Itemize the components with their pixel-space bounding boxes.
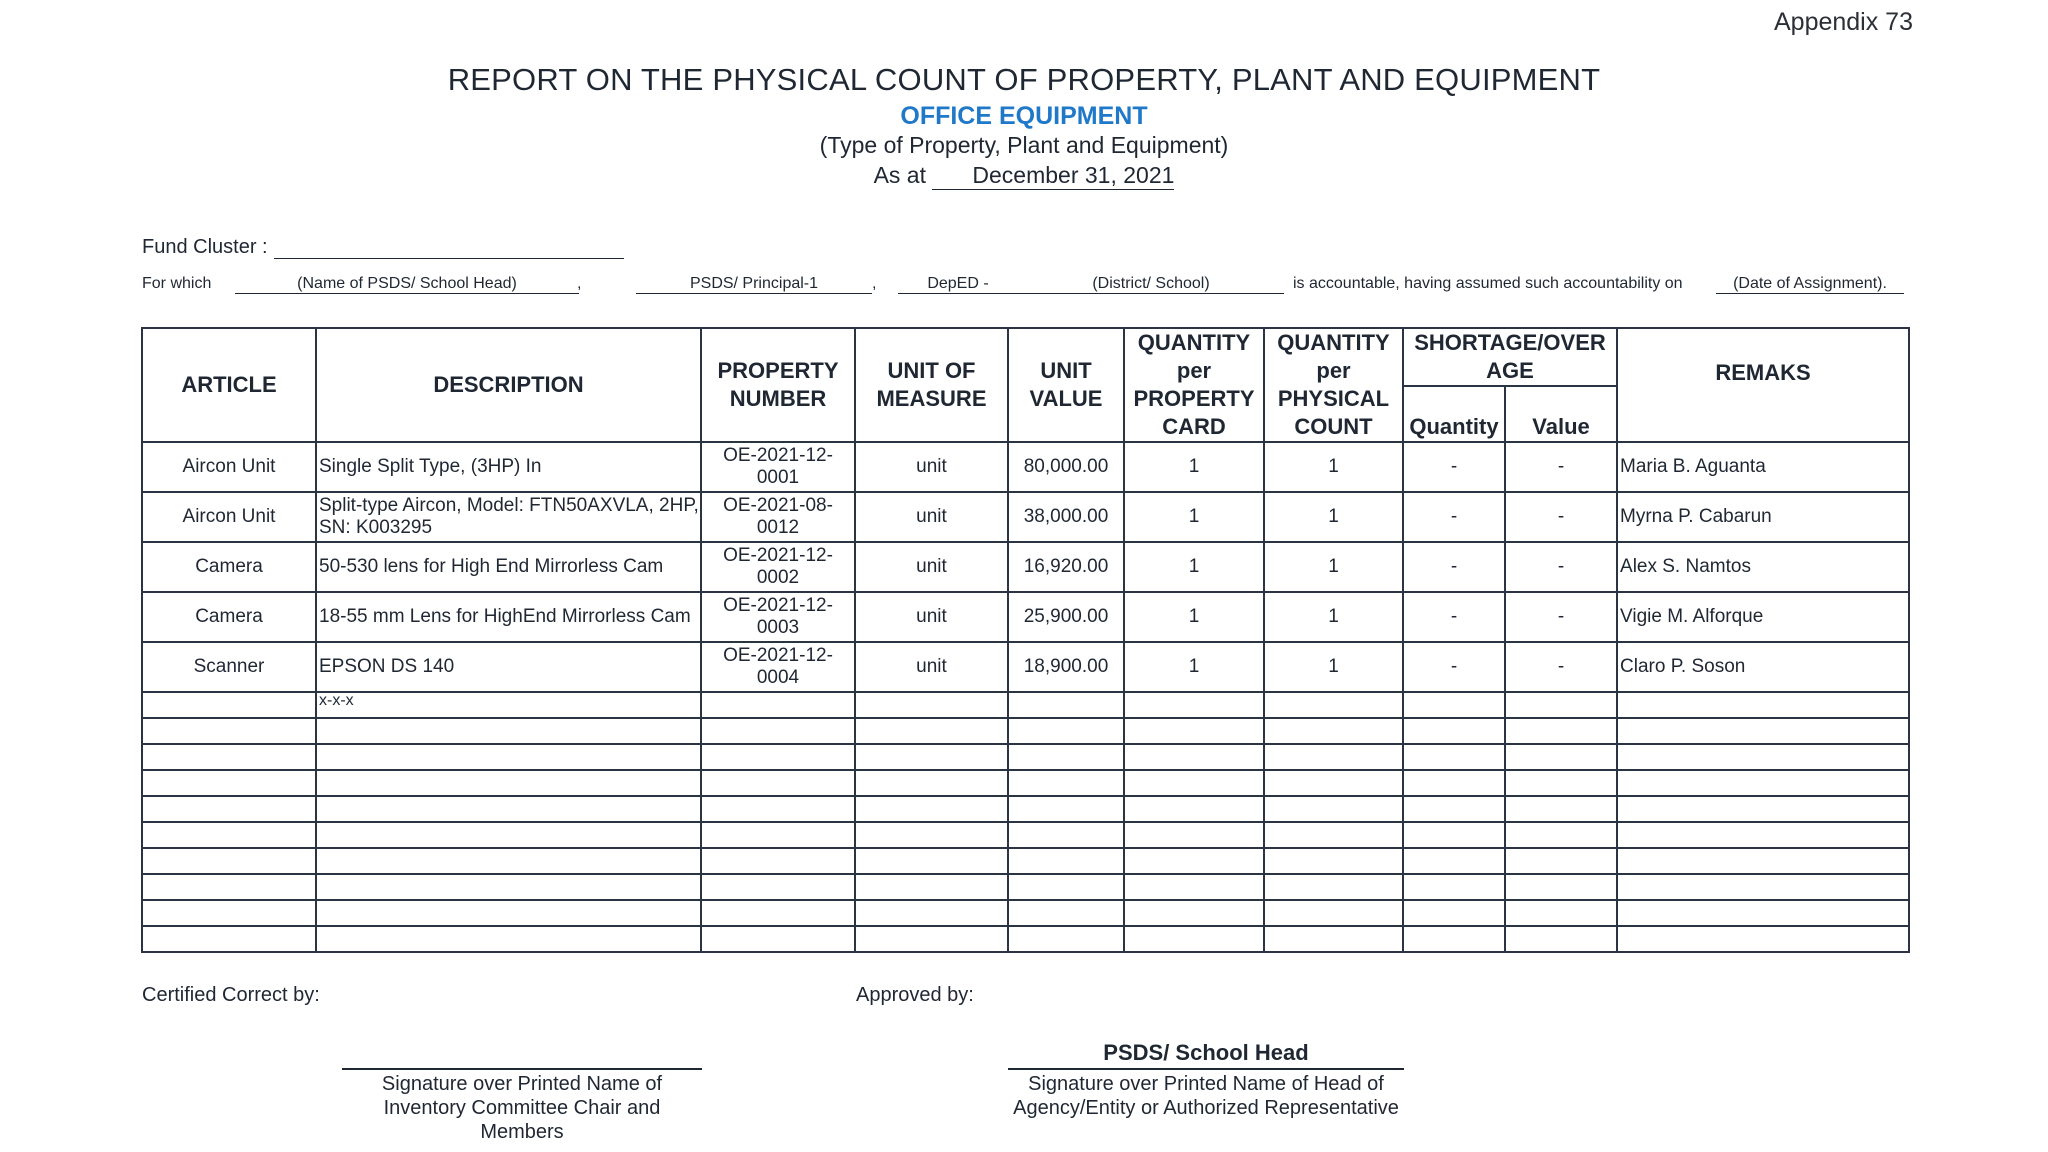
cell-qty-card: 1 — [1124, 592, 1264, 642]
cell-unit: unit — [855, 542, 1008, 592]
cell-qty-card: 1 — [1124, 642, 1264, 692]
cell-article: Camera — [142, 592, 316, 642]
cell-qty-card: 1 — [1124, 492, 1264, 542]
cell-short-value: - — [1505, 642, 1617, 692]
comma-2: , — [872, 275, 877, 292]
accountable-office: (District/ School) — [1018, 275, 1284, 294]
accountability-statement: is accountable, having assumed such accountability on — [1293, 275, 1683, 292]
property-count-table — [141, 327, 1910, 953]
cell-qty-count: 1 — [1264, 592, 1403, 642]
cell-description: Single Split Type, (3HP) In — [316, 442, 701, 492]
committee-signature-caption: Signature over Printed Name of Inventory Committee Chair and Members — [342, 1068, 702, 1144]
header-unit-value: UNIT VALUE — [1008, 328, 1124, 442]
cell-unit-value: 16,920.00 — [1008, 542, 1124, 592]
cell-property-number: OE-2021-08-0012 — [701, 492, 855, 542]
cell-short-value: - — [1505, 492, 1617, 542]
cell-remarks: Alex S. Namtos — [1617, 542, 1909, 592]
header-shortage-value: Value — [1505, 386, 1617, 442]
cell-qty-count: 1 — [1264, 492, 1403, 542]
approved-by-label: Approved by: — [856, 984, 974, 1006]
header-shortage-quantity: Quantity — [1403, 386, 1505, 442]
cell-short-value: - — [1505, 442, 1617, 492]
header-qty-property-card: QUANTITY per PROPERTY CARD — [1124, 328, 1264, 442]
cell-qty-card: 1 — [1124, 442, 1264, 492]
cell-short-value: - — [1505, 542, 1617, 592]
header-article: ARTICLE — [142, 328, 316, 442]
header-description: DESCRIPTION — [316, 328, 701, 442]
date-of-assignment: (Date of Assignment). — [1716, 275, 1904, 294]
as-at-line — [0, 162, 2048, 190]
cell-description: 50-530 lens for High End Mirrorless Cam — [316, 542, 701, 592]
table-row-end-marker — [142, 692, 1909, 718]
accountable-name: (Name of PSDS/ School Head) — [235, 275, 579, 294]
school-head-name: PSDS/ School Head — [1103, 1040, 1309, 1065]
header-shortage-overage: SHORTAGE/OVER AGE — [1403, 328, 1617, 386]
report-title: REPORT ON THE PHYSICAL COUNT OF PROPERTY, PLANT AND EQUIPMENT — [447, 62, 1601, 97]
table-row — [142, 442, 1909, 492]
fund-cluster-label: Fund Cluster : — [142, 236, 268, 258]
header-property-number: PROPERTY NUMBER — [701, 328, 855, 442]
appendix-label: Appendix 73 — [1773, 8, 1913, 36]
cell-qty-count: 1 — [1264, 442, 1403, 492]
cell-property-number: OE-2021-12-0001 — [701, 442, 855, 492]
empty-row — [142, 900, 1909, 926]
cell-qty-count: 1 — [1264, 542, 1403, 592]
empty-row — [142, 796, 1909, 822]
cell-description: 18-55 mm Lens for HighEnd Mirrorless Cam — [316, 592, 701, 642]
empty-row — [142, 874, 1909, 900]
property-type-line: (Type of Property, Plant and Equipment) — [819, 132, 1229, 158]
cell-property-number: OE-2021-12-0002 — [701, 542, 855, 592]
cell-unit: unit — [855, 442, 1008, 492]
cell-qty-card: 1 — [1124, 542, 1264, 592]
cell-qty-count: 1 — [1264, 642, 1403, 692]
cell-short-qty: - — [1403, 642, 1505, 692]
empty-row — [142, 926, 1909, 952]
table-row — [142, 542, 1909, 592]
office-prefix: DepED - — [898, 275, 1018, 294]
certified-correct-label: Certified Correct by: — [142, 984, 320, 1006]
cell-article: Aircon Unit — [142, 442, 316, 492]
cell-remarks: Claro P. Soson — [1617, 642, 1909, 692]
cell-unit-value: 18,900.00 — [1008, 642, 1124, 692]
table-row — [142, 592, 1909, 642]
cell-unit-value: 38,000.00 — [1008, 492, 1124, 542]
cell-short-qty: - — [1403, 592, 1505, 642]
cell-remarks: Vigie M. Alforque — [1617, 592, 1909, 642]
as-at-date: December 31, 2021 — [932, 162, 1174, 190]
cell-article: Scanner — [142, 642, 316, 692]
cell-short-qty: - — [1403, 442, 1505, 492]
report-subtitle: OFFICE EQUIPMENT — [900, 102, 1148, 130]
header-unit-of-measure: UNIT OF MEASURE — [855, 328, 1008, 442]
empty-row — [142, 848, 1909, 874]
cell-short-qty: - — [1403, 542, 1505, 592]
cell-unit-value: 80,000.00 — [1008, 442, 1124, 492]
header-remarks: REMAKS — [1617, 328, 1909, 442]
fund-cluster-blank — [274, 240, 624, 259]
cell-remarks: Myrna P. Cabarun — [1617, 492, 1909, 542]
table-row — [142, 492, 1909, 542]
empty-row — [142, 822, 1909, 848]
cell-short-value: - — [1505, 592, 1617, 642]
cell-property-number: OE-2021-12-0003 — [701, 592, 855, 642]
comma-1: , — [577, 275, 582, 292]
cell-short-qty: - — [1403, 492, 1505, 542]
for-which-label: For which — [142, 275, 212, 292]
cell-unit: unit — [855, 492, 1008, 542]
cell-description: Split-type Aircon, Model: FTN50AXVLA, 2HP, SN: K003295 — [316, 492, 701, 542]
as-at-label: As at — [873, 162, 926, 188]
end-marker: x-x-x — [316, 692, 701, 718]
fund-cluster — [142, 236, 624, 259]
cell-description: EPSON DS 140 — [316, 642, 701, 692]
empty-row — [142, 770, 1909, 796]
cell-article: Camera — [142, 542, 316, 592]
cell-unit: unit — [855, 642, 1008, 692]
empty-row — [142, 718, 1909, 744]
cell-unit: unit — [855, 592, 1008, 642]
head-signature-caption: Signature over Printed Name of Head of Agency/Entity or Authorized Representative — [1008, 1068, 1404, 1120]
cell-remarks: Maria B. Aguanta — [1617, 442, 1909, 492]
empty-row — [142, 744, 1909, 770]
accountable-position: PSDS/ Principal-1 — [636, 275, 872, 294]
cell-article: Aircon Unit — [142, 492, 316, 542]
cell-property-number: OE-2021-12-0004 — [701, 642, 855, 692]
header-qty-physical-count: QUANTITY per PHYSICAL COUNT — [1264, 328, 1403, 442]
cell-unit-value: 25,900.00 — [1008, 592, 1124, 642]
table-row — [142, 642, 1909, 692]
